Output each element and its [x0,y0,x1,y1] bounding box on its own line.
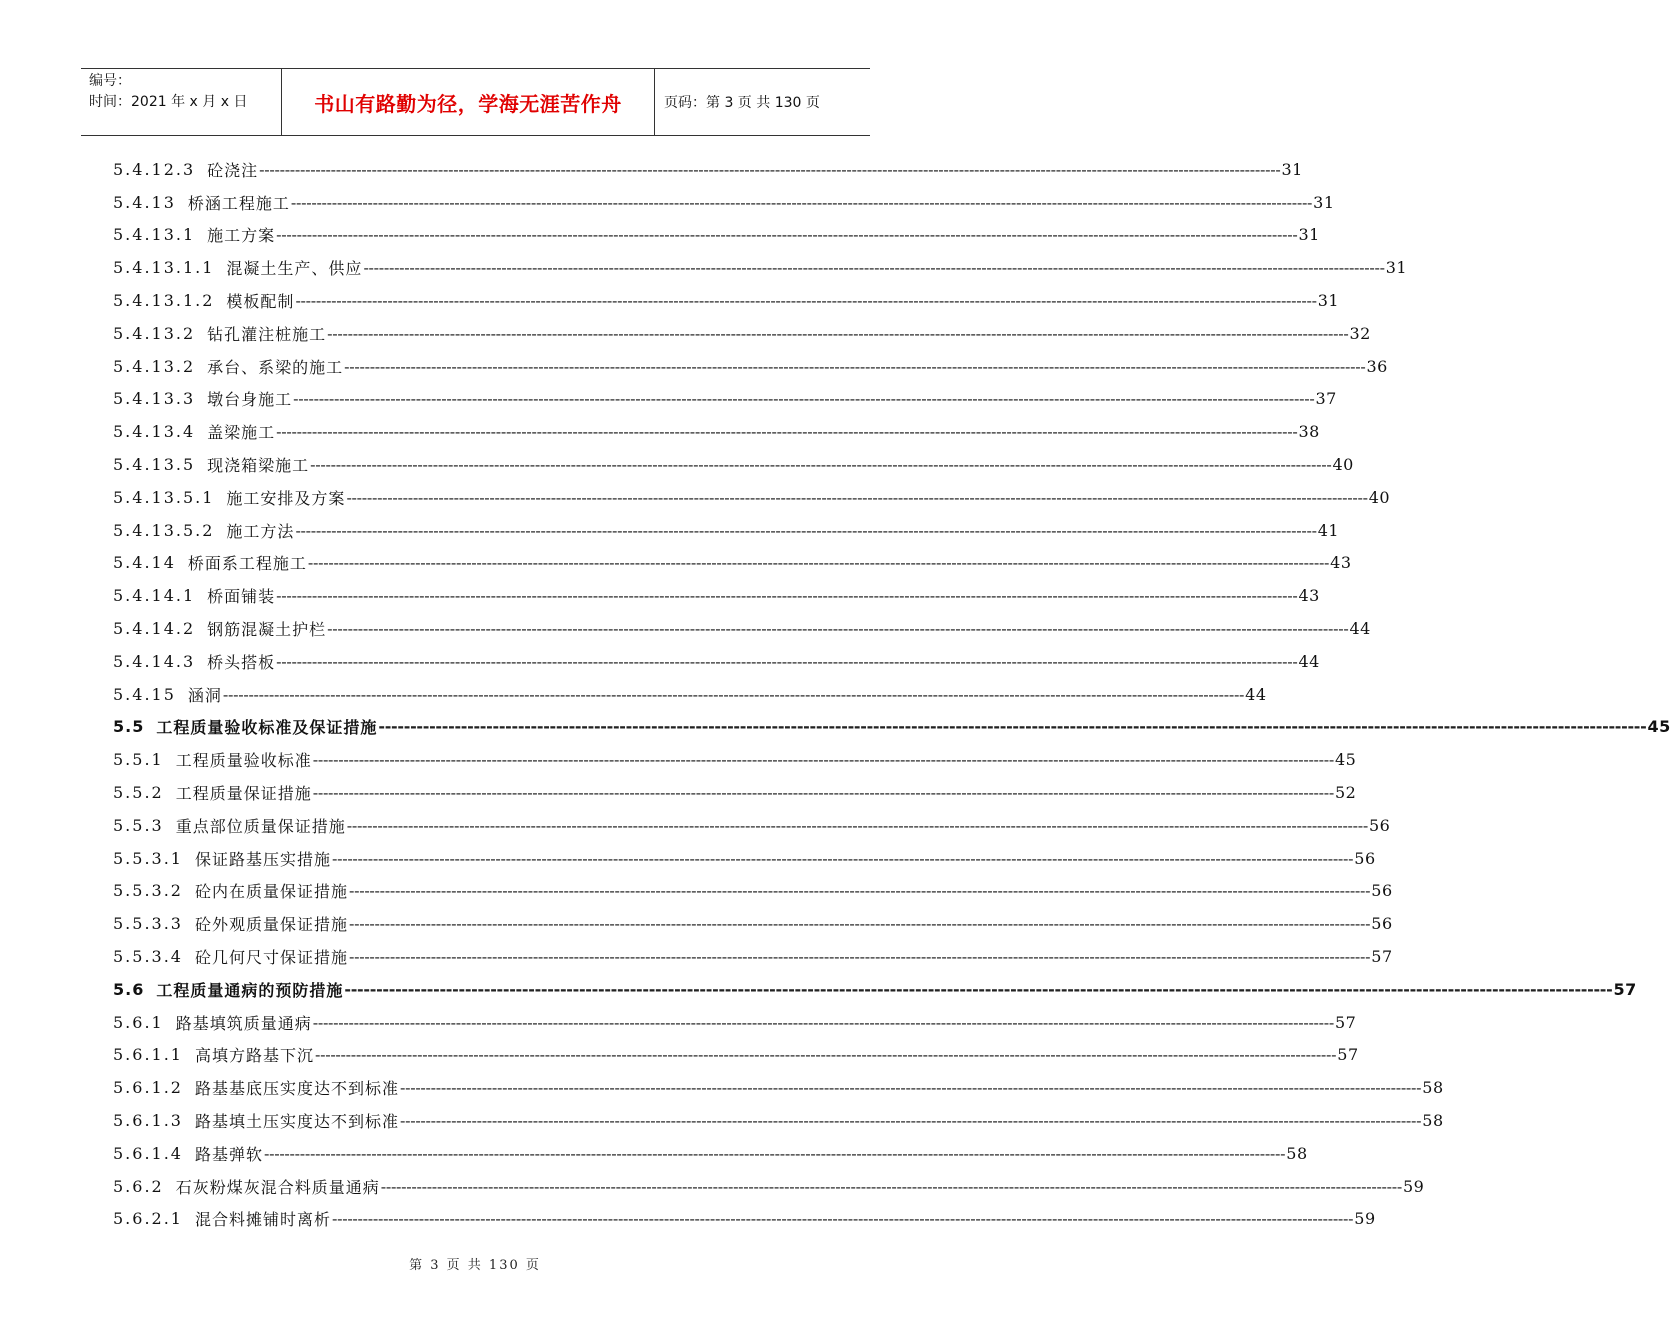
toc-dash-leader: -------------------------------------------------------------------------------------------------------------------------------------------------------------------------------------------------------- [327,619,1349,639]
toc-entry-number: 5.4.13.4 [113,422,196,442]
toc-entry[interactable] [113,1006,1357,1039]
document-header [81,68,870,136]
toc-dash-leader: -------------------------------------------------------------------------------------------------------------------------------------------------------------------------------------------------------- [310,455,1332,475]
toc-entry-page: 31 [1385,258,1408,278]
toc-entry-title: 重点部位质量保证措施 [175,816,346,836]
toc-entry-page: 57 [1335,1012,1357,1032]
toc-entry[interactable] [113,383,1337,416]
toc-entry-number: 5.6.2 [113,1176,164,1196]
toc-entry-title: 涵洞 [187,685,222,705]
toc-entry-page: 59 [1354,1209,1376,1229]
toc-entry-title: 桥涵工程施工 [187,193,290,213]
toc-entry-number: 5.4.13.1.2 [113,291,215,311]
toc-entry-number: 5.5.2 [113,783,164,803]
toc-dash-leader: -------------------------------------------------------------------------------------------------------------------------------------------------------------------------------------------------------- [349,947,1371,967]
toc-dash-leader: -------------------------------------------------------------------------------------------------------------------------------------------------------------------------------------------------------- [363,258,1385,278]
toc-dash-leader: -------------------------------------------------------------------------------------------------------------------------------------------------------------------------------------------------------- [290,192,1313,212]
toc-dash-leader: -------------------------------------------------------------------------------------------------------------------------------------------------------------------------------------------------------- [344,356,1366,376]
toc-entry[interactable] [113,481,1391,514]
toc-dash-leader: -------------------------------------------------------------------------------------------------------------------------------------------------------------------------------------------------------- [312,783,1334,803]
toc-entry-number: 5.4.13.1.1 [113,258,215,278]
toc-entry[interactable] [113,612,1371,645]
toc-entry-page: 45 [1647,717,1671,737]
toc-entry-number: 5.6.1.1 [113,1045,183,1065]
toc-entry-page: 59 [1403,1176,1425,1196]
toc-entry-title: 施工方法 [226,521,295,541]
toc-entry-title: 保证路基压实措施 [194,849,331,869]
toc-entry-number: 5.6 [113,979,145,999]
toc-entry-title: 工程质量验收标准 [175,751,312,771]
toc-dash-leader: -------------------------------------------------------------------------------------------------------------------------------------------------------------------------------------------------------- [332,848,1354,868]
toc-entry[interactable] [113,186,1335,219]
toc-entry[interactable] [113,711,1671,744]
toc-entry[interactable] [113,415,1320,448]
toc-dash-leader: -------------------------------------------------------------------------------------------------------------------------------------------------------------------------------------------------------- [349,881,1371,901]
toc-entry-page: 56 [1369,815,1391,835]
toc-entry-number: 5.4.13.5.2 [113,520,215,540]
toc-dash-leader: -------------------------------------------------------------------------------------------------------------------------------------------------------------------------------------------------------- [378,717,1647,737]
toc-entry[interactable] [113,743,1357,776]
toc-entry-number: 5.5.1 [113,750,164,770]
toc-dash-leader: -------------------------------------------------------------------------------------------------------------------------------------------------------------------------------------------------------- [276,225,1298,245]
toc-entry-page: 58 [1422,1078,1444,1098]
toc-entry-number: 5.4.13.1 [113,225,196,245]
toc-dash-leader: -------------------------------------------------------------------------------------------------------------------------------------------------------------------------------------------------------- [346,487,1368,507]
toc-entry-page: 43 [1298,586,1320,606]
toc-entry[interactable] [113,153,1303,186]
toc-entry[interactable] [113,678,1267,711]
header-meta [81,69,282,135]
toc-entry-number: 5.4.15 [113,684,176,704]
toc-entry-page: 44 [1349,619,1371,639]
toc-dash-leader: -------------------------------------------------------------------------------------------------------------------------------------------------------------------------------------------------------- [307,553,1330,573]
toc-dash-leader: -------------------------------------------------------------------------------------------------------------------------------------------------------------------------------------------------------- [293,389,1315,409]
toc-entry[interactable] [113,1170,1425,1203]
toc-entry-page: 45 [1335,750,1357,770]
toc-entry-number: 5.5.3 [113,815,164,835]
toc-dash-leader: -------------------------------------------------------------------------------------------------------------------------------------------------------------------------------------------------------- [222,684,1245,704]
toc-entry-title: 混凝土生产、供应 [226,259,363,279]
time-line: 时间：2021 年 x 月 x 日 [89,94,248,110]
toc-dash-leader: -------------------------------------------------------------------------------------------------------------------------------------------------------------------------------------------------------- [380,1176,1402,1196]
toc-entry-number: 5.6.1.4 [113,1143,183,1163]
toc-entry-title: 施工安排及方案 [226,488,346,508]
toc-entry-page: 40 [1368,487,1391,507]
toc-entry-title: 路基弹软 [194,1144,263,1164]
toc-entry-title: 砼内在质量保证措施 [194,882,348,902]
toc-entry[interactable] [113,1137,1308,1170]
toc-entry-page: 32 [1349,323,1371,343]
toc-entry[interactable] [113,317,1371,350]
toc-entry-page: 56 [1371,914,1393,934]
toc-entry[interactable] [113,1203,1376,1236]
toc-entry[interactable] [113,940,1393,973]
toc-entry-title: 钢筋混凝土护栏 [207,620,327,640]
table-of-contents [113,153,1671,1235]
toc-entry-page: 52 [1335,783,1357,803]
toc-entry-title: 工程质量通病的预防措施 [156,980,344,1000]
toc-entry-number: 5.5.3.2 [113,881,183,901]
toc-entry-number: 5.6.1 [113,1012,164,1032]
toc-entry-title: 施工方案 [207,226,276,246]
code-label: 编号： [89,73,131,89]
toc-entry-title: 墩台身施工 [207,390,293,410]
toc-entry[interactable] [113,514,1340,547]
toc-entry-page: 58 [1286,1143,1308,1163]
toc-entry-number: 5.4.14 [113,553,176,573]
toc-entry-page: 56 [1354,848,1376,868]
toc-dash-leader: -------------------------------------------------------------------------------------------------------------------------------------------------------------------------------------------------------- [400,1078,1422,1098]
toc-entry-number: 5.4.13.2 [113,323,196,343]
toc-dash-leader: -------------------------------------------------------------------------------------------------------------------------------------------------------------------------------------------------------- [312,1012,1334,1032]
toc-entry-title: 砼外观质量保证措施 [194,915,348,935]
toc-entry-number: 5.4.13.3 [113,389,196,409]
toc-entry-number: 5.5.3.3 [113,914,183,934]
toc-entry-title: 盖梁施工 [207,423,276,443]
toc-entry-title: 砼浇注 [207,160,259,180]
toc-entry[interactable] [113,907,1393,940]
toc-entry-number: 5.4.14.1 [113,586,196,606]
toc-entry-title: 现浇箱梁施工 [207,456,310,476]
toc-entry-number: 5.5.3.4 [113,947,183,967]
toc-entry-number: 5.5 [113,717,145,737]
toc-entry-title: 高填方路基下沉 [194,1046,314,1066]
toc-entry[interactable] [113,251,1408,284]
toc-dash-leader: -------------------------------------------------------------------------------------------------------------------------------------------------------------------------------------------------------- [327,323,1349,343]
toc-entry-title: 钻孔灌注桩施工 [207,324,327,344]
toc-dash-leader: -------------------------------------------------------------------------------------------------------------------------------------------------------------------------------------------------------- [276,422,1298,442]
toc-entry[interactable] [113,973,1637,1006]
toc-entry-page: 31 [1317,291,1340,311]
header-slogan: 书山有路勤为径，学海无涯苦作舟 [282,69,655,135]
toc-dash-leader: -------------------------------------------------------------------------------------------------------------------------------------------------------------------------------------------------------- [315,1045,1337,1065]
toc-dash-leader: -------------------------------------------------------------------------------------------------------------------------------------------------------------------------------------------------------- [276,586,1298,606]
toc-entry[interactable] [113,1039,1359,1072]
toc-dash-leader: -------------------------------------------------------------------------------------------------------------------------------------------------------------------------------------------------------- [276,651,1298,671]
toc-entry[interactable] [113,842,1376,875]
toc-entry[interactable] [113,875,1393,908]
toc-entry-title: 桥面系工程施工 [187,554,307,574]
toc-entry[interactable] [113,284,1340,317]
toc-entry-page: 37 [1315,389,1337,409]
toc-entry-title: 桥面铺装 [207,587,276,607]
toc-entry-title: 路基填土压实度达不到标准 [194,1112,399,1131]
toc-entry-page: 56 [1371,881,1393,901]
toc-entry-page: 41 [1317,520,1340,540]
toc-entry-page: 31 [1281,159,1303,179]
toc-entry[interactable] [113,579,1320,612]
toc-entry-title: 混合料摊铺时离析 [194,1210,331,1230]
toc-entry-title: 砼几何尺寸保证措施 [194,948,348,968]
toc-entry[interactable] [113,547,1352,580]
toc-entry[interactable] [113,1104,1444,1137]
toc-entry-number: 5.4.14.3 [113,651,196,671]
toc-entry[interactable] [113,1071,1444,1104]
toc-entry-number: 5.4.14.2 [113,619,196,639]
toc-dash-leader: -------------------------------------------------------------------------------------------------------------------------------------------------------------------------------------------------------- [295,291,1317,311]
toc-entry-number: 5.4.13.5 [113,455,196,475]
toc-entry[interactable] [113,448,1354,481]
page-footer: 第 3 页 共 130 页 [409,1258,541,1273]
toc-entry-page: 44 [1298,651,1320,671]
toc-entry-page: 31 [1298,225,1320,245]
toc-entry-number: 5.6.1.2 [113,1078,183,1098]
toc-entry-number: 5.4.13.2 [113,356,196,376]
toc-entry-page: 40 [1332,455,1354,475]
toc-entry-page: 31 [1313,192,1335,212]
toc-entry-title: 石灰粉煤灰混合料质量通病 [175,1177,380,1197]
toc-entry-page: 57 [1337,1045,1359,1065]
toc-dash-leader: -------------------------------------------------------------------------------------------------------------------------------------------------------------------------------------------------------- [295,520,1317,540]
toc-entry[interactable] [113,350,1388,383]
toc-entry-number: 5.6.1.3 [113,1111,183,1130]
toc-entry-page: 36 [1366,356,1388,376]
toc-dash-leader: -------------------------------------------------------------------------------------------------------------------------------------------------------------------------------------------------------- [344,979,1613,999]
toc-entry-number: 5.4.13 [113,192,176,212]
toc-entry-title: 模板配制 [226,292,295,312]
toc-dash-leader: -------------------------------------------------------------------------------------------------------------------------------------------------------------------------------------------------------- [312,750,1334,770]
toc-entry-number: 5.5.3.1 [113,848,183,868]
toc-dash-leader: -------------------------------------------------------------------------------------------------------------------------------------------------------------------------------------------------------- [332,1209,1354,1229]
toc-entry-page: 58 [1422,1111,1444,1130]
toc-entry-page: 57 [1613,979,1637,999]
toc-entry-title: 承台、系梁的施工 [207,357,344,377]
toc-dash-leader: -------------------------------------------------------------------------------------------------------------------------------------------------------------------------------------------------------- [259,159,1281,179]
toc-entry[interactable] [113,809,1391,842]
toc-dash-leader: -------------------------------------------------------------------------------------------------------------------------------------------------------------------------------------------------------- [264,1143,1286,1163]
toc-entry-title: 工程质量保证措施 [175,784,312,804]
toc-entry-title: 路基基底压实度达不到标准 [194,1079,399,1099]
toc-entry-page: 57 [1371,947,1393,967]
toc-entry-number: 5.4.12.3 [113,159,196,179]
toc-entry[interactable] [113,219,1320,252]
toc-dash-leader: -------------------------------------------------------------------------------------------------------------------------------------------------------------------------------------------------------- [349,914,1371,934]
header-page-info: 页码：第 3 页 共 130 页 [664,95,820,111]
toc-entry-page: 38 [1298,422,1320,442]
toc-dash-leader: -------------------------------------------------------------------------------------------------------------------------------------------------------------------------------------------------------- [346,815,1368,835]
toc-entry-page: 44 [1245,684,1267,704]
toc-entry-title: 工程质量验收标准及保证措施 [156,718,378,738]
toc-entry-title: 路基填筑质量通病 [175,1013,312,1033]
toc-entry[interactable] [113,645,1320,678]
toc-entry-number: 5.6.2.1 [113,1209,183,1229]
toc-entry-number: 5.4.13.5.1 [113,487,215,507]
toc-dash-leader: -------------------------------------------------------------------------------------------------------------------------------------------------------------------------------------------------------- [400,1111,1422,1130]
toc-entry-page: 43 [1330,553,1352,573]
toc-entry-title: 桥头搭板 [207,652,276,672]
toc-entry[interactable] [113,776,1357,809]
